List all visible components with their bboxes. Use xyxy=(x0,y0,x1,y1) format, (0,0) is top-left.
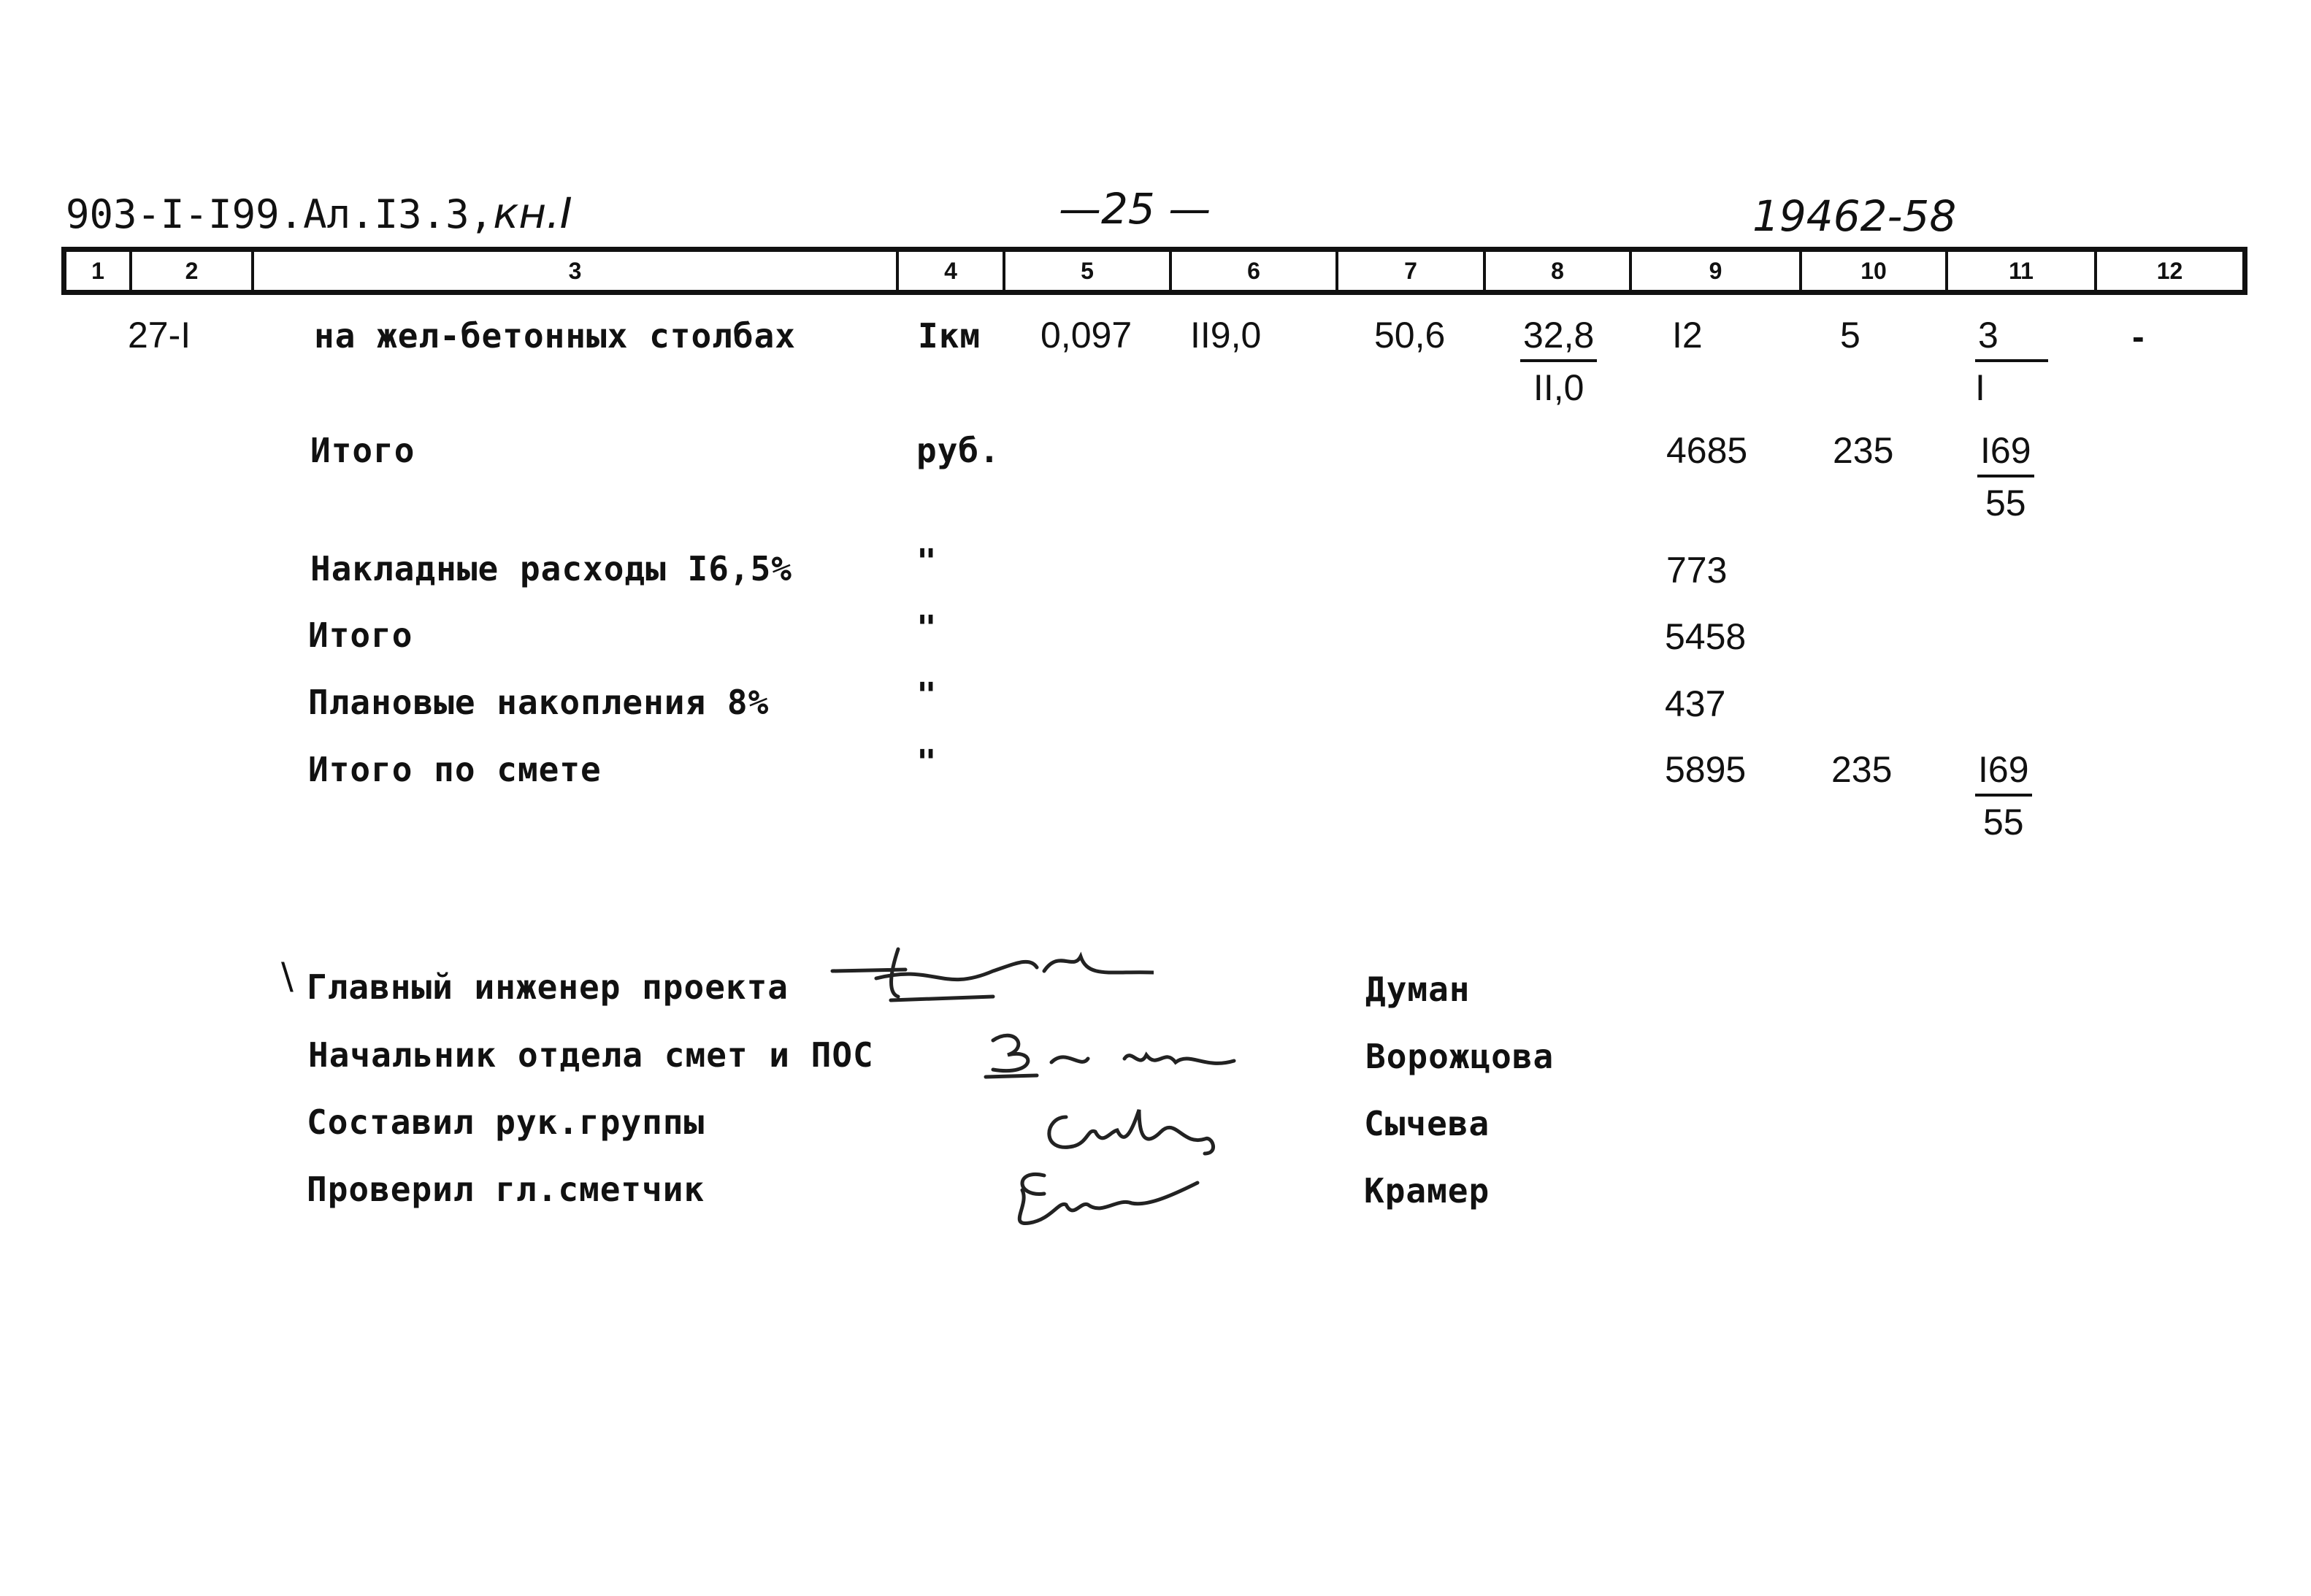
summary-col10: 235 xyxy=(1833,430,1894,471)
item-col10: 5 xyxy=(1840,315,1860,356)
summary-col9: 4685 xyxy=(1666,430,1748,471)
document-code-handwritten: кн.I xyxy=(493,188,572,238)
column-header: 10 xyxy=(1802,252,1948,290)
column-header: 4 xyxy=(899,252,1005,290)
summary-col9: 5458 xyxy=(1665,616,1747,657)
column-header: 5 xyxy=(1005,252,1172,290)
column-header: 1 xyxy=(66,252,132,290)
handwritten-signature xyxy=(1000,1161,1219,1234)
item-unit: Iкм xyxy=(918,316,981,356)
fraction-denominator: II,0 xyxy=(1533,367,1584,408)
summary-col11-fraction xyxy=(1977,429,2034,524)
summary-label: Итого по смете xyxy=(308,750,602,789)
handwritten-signature xyxy=(1030,1088,1249,1161)
fraction-numerator: 32,8 xyxy=(1520,314,1597,362)
item-col8-fraction xyxy=(1520,314,1597,409)
summary-label: Плановые накопления 8% xyxy=(308,683,770,722)
summary-unit: руб. xyxy=(916,431,1000,470)
document-code xyxy=(66,188,572,238)
summary-col9: 773 xyxy=(1666,550,1728,591)
column-header: 2 xyxy=(132,252,254,290)
fraction-denominator: I xyxy=(1975,367,1985,408)
summary-col11-fraction xyxy=(1975,748,2032,843)
archive-number: 19462-58 xyxy=(1752,191,1957,241)
summary-label: Итого xyxy=(310,431,415,470)
item-col9: I2 xyxy=(1672,315,1703,356)
document-code-printed: 903-I-I99.Ал.I3.3, xyxy=(66,191,494,237)
summary-unit: " xyxy=(916,608,938,648)
item-col6: II9,0 xyxy=(1190,315,1262,356)
item-code: 27-I xyxy=(128,315,191,356)
margin-mark: \ xyxy=(281,955,294,997)
summary-unit: " xyxy=(916,675,938,715)
column-header: 7 xyxy=(1338,252,1486,290)
item-col11-fraction xyxy=(1975,314,2048,409)
handwritten-signature xyxy=(971,1018,1263,1084)
column-header: 11 xyxy=(1948,252,2097,290)
column-header-row xyxy=(61,247,2247,295)
item-col12: - xyxy=(2132,316,2145,357)
summary-label: Накладные расходы I6,5% xyxy=(310,549,792,588)
summary-col9: 5895 xyxy=(1665,749,1747,790)
signature-role: Начальник отдела смет и ПОС xyxy=(308,1035,874,1075)
fraction-denominator: 55 xyxy=(1985,483,2026,523)
signature-role: Составил рук.группы xyxy=(307,1102,705,1142)
fraction-numerator: I69 xyxy=(1977,429,2034,477)
signature-name: Крамер xyxy=(1364,1171,1490,1211)
item-quantity: 0,097 xyxy=(1040,315,1132,356)
signature-name: Думан xyxy=(1365,970,1471,1009)
signature-name: Сычева xyxy=(1364,1104,1490,1143)
column-header: 8 xyxy=(1486,252,1632,290)
item-name: на жел-бетонных столбах xyxy=(314,316,796,356)
signature-role: Проверил гл.сметчик xyxy=(307,1170,705,1209)
summary-col9: 437 xyxy=(1665,683,1726,724)
column-header: 9 xyxy=(1632,252,1802,290)
column-header: 12 xyxy=(2156,257,2183,284)
fraction-numerator: 3 xyxy=(1975,314,2048,362)
signature-role: Главный инженер проекта xyxy=(307,967,789,1007)
summary-unit: " xyxy=(916,743,938,782)
column-header: 6 xyxy=(1172,252,1338,290)
summary-unit: " xyxy=(916,542,938,581)
summary-col10: 235 xyxy=(1831,749,1893,790)
page-number: —25 — xyxy=(1059,184,1211,234)
fraction-numerator: I69 xyxy=(1975,748,2032,797)
signature-name: Ворожцова xyxy=(1365,1037,1555,1076)
column-header: 3 xyxy=(254,252,899,290)
item-col7: 50,6 xyxy=(1374,315,1446,356)
handwritten-signature xyxy=(818,927,1154,1008)
summary-label: Итого xyxy=(308,615,413,655)
fraction-denominator: 55 xyxy=(1982,802,2024,843)
